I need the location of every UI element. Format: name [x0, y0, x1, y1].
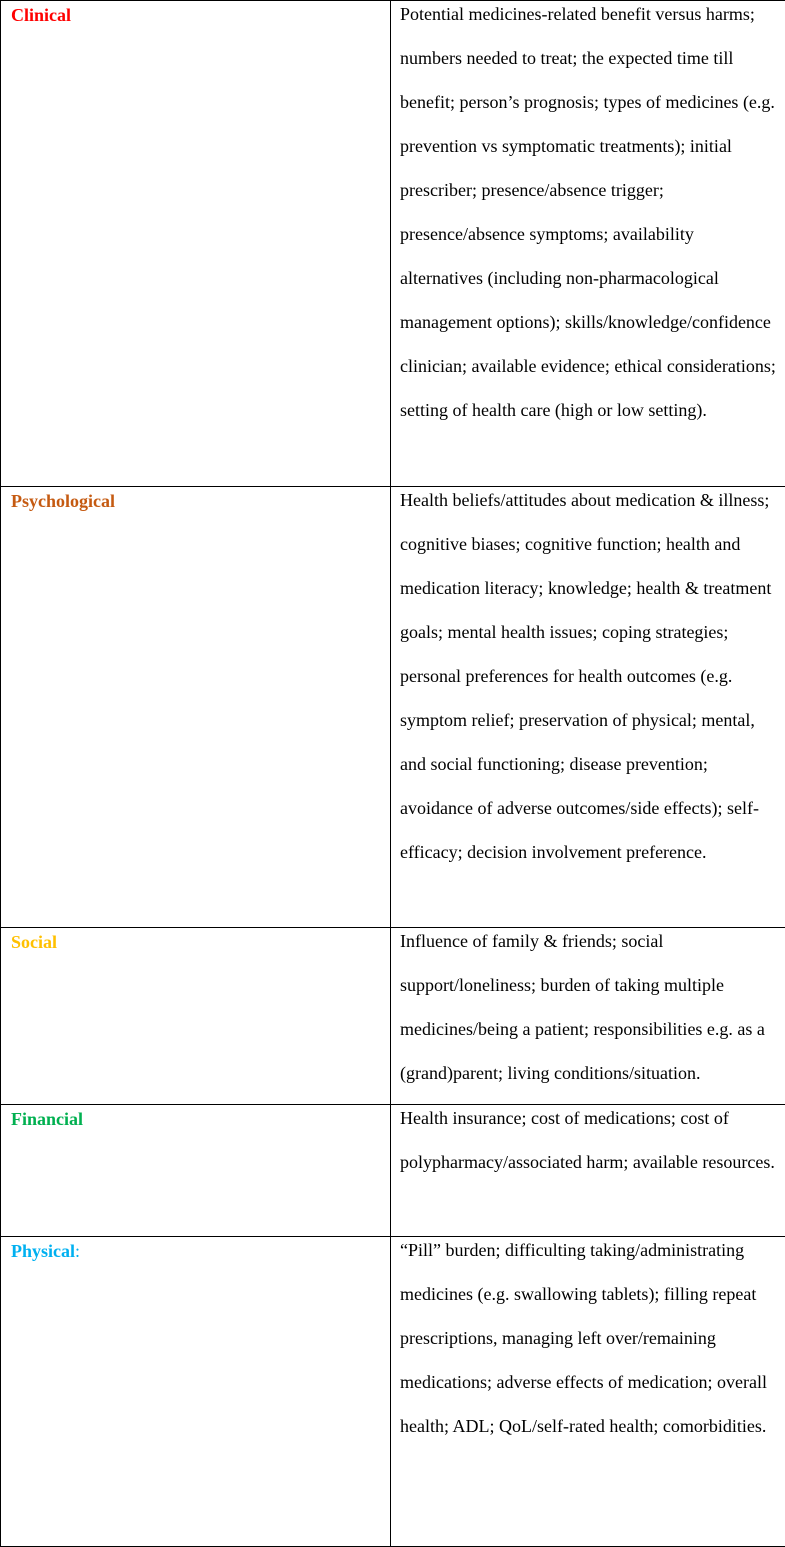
category-suffix: :: [75, 1241, 80, 1261]
category-cell: [1, 487, 391, 928]
category-label-financial: Financial: [11, 1109, 83, 1129]
description-text: Health insurance; cost of medications; cost of polypharmacy/associated harm; available resources.: [400, 1096, 779, 1184]
table-row: [1, 1105, 785, 1237]
table-row: [1, 928, 785, 1105]
category-cell: [1, 1105, 391, 1237]
category-label-clinical: Clinical: [11, 5, 71, 25]
description-text: Potential medicines-related benefit versus harms; numbers needed to treat; the expected time till benefit; person’s prognosis; types of medicines (e.g. prevention vs symptomatic treatments); initial prescriber; presence/absence trigger; presence/absence symptoms; availability alternatives (including non-pharmacological management options); skills/knowledge/confidence clinician; available evidence; ethical considerations; setting of health care (high or low setting).: [400, 0, 779, 432]
category-label-psychological: Psychological: [11, 491, 115, 511]
category-cell: [1, 1237, 391, 1547]
category-cell: [1, 928, 391, 1105]
description-cell: [391, 1, 785, 487]
description-text: Health beliefs/attitudes about medication & illness; cognitive biases; cognitive function; health and medication literacy; knowledge; health & treatment goals; mental health issues; coping strategies; personal preferences for health outcomes (e.g. symptom relief; preservation of physical; mental, and social functioning; disease prevention; avoidance of adverse outcomes/side effects); self-efficacy; decision involvement preference.: [400, 478, 779, 874]
table-row: [1, 487, 785, 928]
category-cell: [1, 1, 391, 487]
description-text: “Pill” burden; difficulting taking/administrating medicines (e.g. swallowing tablets); filling repeat prescriptions, managing left over/remaining medications; adverse effects of medication; overall health; ADL; QoL/self-rated health; comorbidities.: [400, 1228, 779, 1448]
description-cell: [391, 1237, 785, 1547]
description-cell: [391, 1105, 785, 1237]
description-text: Influence of family & friends; social support/loneliness; burden of taking multiple medicines/being a patient; responsibilities e.g. as a (grand)parent; living conditions/situation.: [400, 919, 779, 1095]
category-label-social: Social: [11, 932, 57, 952]
category-label-physical: Physical: [11, 1241, 75, 1261]
description-cell: [391, 487, 785, 928]
description-cell: [391, 928, 785, 1105]
table-row: [1, 1, 785, 487]
table-row: [1, 1237, 785, 1547]
